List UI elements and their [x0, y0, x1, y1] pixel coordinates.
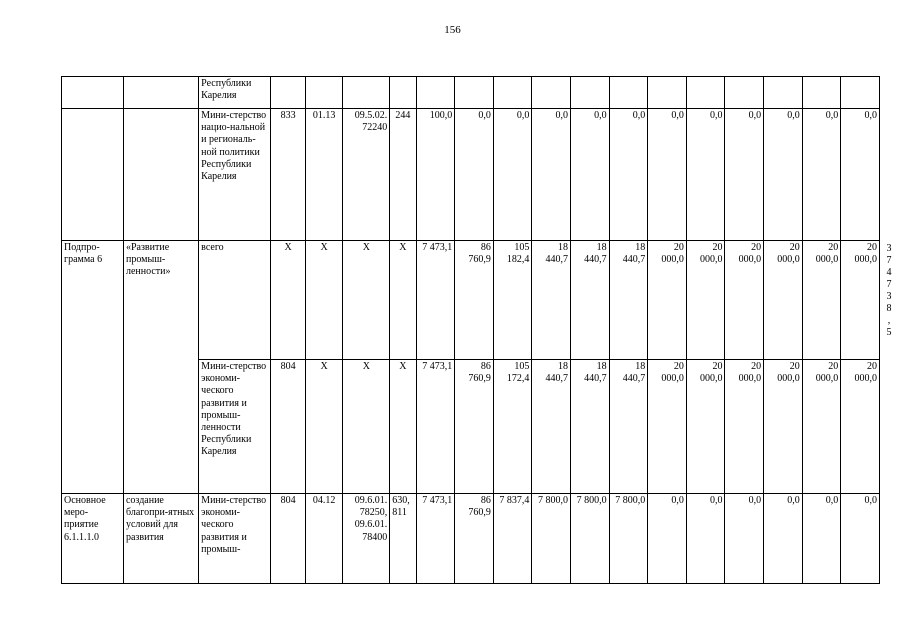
cell-value: 0,0 — [841, 109, 880, 241]
cell-value: 20 000,0 — [841, 241, 880, 360]
cell-col1 — [62, 109, 124, 241]
cell-value — [686, 77, 725, 109]
cell-value: 0,0 — [802, 109, 841, 241]
cell-value: 18 440,7 — [609, 360, 648, 494]
cell-value: 0,0 — [764, 109, 803, 241]
cell-executor: Мини-стерство экономи-ческого развития и промыш- — [199, 494, 271, 584]
cell-value: 0,0 — [571, 109, 610, 241]
cell-grbs: 833 — [271, 109, 306, 241]
cell-csr: Х — [343, 360, 390, 494]
cell-value: 20 000,0 — [648, 360, 687, 494]
cell-value: 100,0 — [416, 109, 455, 241]
cell-csr — [343, 77, 390, 109]
cell-value — [841, 77, 880, 109]
cell-value: 0,0 — [686, 109, 725, 241]
cell-value: 7 800,0 — [571, 494, 610, 584]
cell-value: 0,0 — [455, 109, 494, 241]
cell-col2 — [123, 77, 198, 109]
cell-value — [609, 77, 648, 109]
side-note-char: 5 — [886, 327, 892, 338]
cell-executor: Республики Карелия — [199, 77, 271, 109]
cell-rzpr: Х — [305, 360, 343, 494]
cell-value: 0,0 — [648, 494, 687, 584]
side-note-char: 7 — [886, 279, 892, 290]
cell-value: 20 000,0 — [764, 241, 803, 360]
cell-value: 7 473,1 — [416, 241, 455, 360]
cell-value: 86 760,9 — [455, 494, 494, 584]
cell-value: 18 440,7 — [571, 360, 610, 494]
side-note — [884, 243, 894, 339]
cell-value: 0,0 — [648, 109, 687, 241]
table-row — [62, 77, 880, 109]
cell-grbs: 804 — [271, 494, 306, 584]
cell-rzpr: 04.12 — [305, 494, 343, 584]
cell-value: 0,0 — [725, 109, 764, 241]
cell-value: 7 800,0 — [532, 494, 571, 584]
table-row — [62, 494, 880, 584]
side-note-char: 3 — [886, 291, 892, 302]
cell-value — [493, 77, 532, 109]
cell-rzpr — [305, 77, 343, 109]
cell-executor: Мини-стерство нацио-нальной и региональ-ной политики Республики Карелия — [199, 109, 271, 241]
cell-value: 0,0 — [686, 494, 725, 584]
cell-value: 7 473,1 — [416, 360, 455, 494]
cell-value: 86 760,9 — [455, 241, 494, 360]
cell-value: 20 000,0 — [802, 360, 841, 494]
page-number: 156 — [444, 24, 461, 36]
cell-csr: 09.6.01. 78250, 09.6.01. 78400 — [343, 494, 390, 584]
cell-value: 20 000,0 — [648, 241, 687, 360]
cell-value: 105 182,4 — [493, 241, 532, 360]
side-note-char: 4 — [886, 267, 892, 278]
cell-value: 0,0 — [493, 109, 532, 241]
cell-value: 7 800,0 — [609, 494, 648, 584]
cell-col2: создание благопри-ятных условий для развития — [123, 494, 198, 584]
budget-table — [61, 76, 880, 584]
cell-value: 20 000,0 — [725, 241, 764, 360]
cell-col1: Подпро-грамма 6 — [62, 241, 124, 494]
cell-value: 18 440,7 — [609, 241, 648, 360]
cell-value — [416, 77, 455, 109]
cell-grbs: 804 — [271, 360, 306, 494]
cell-value: 105 172,4 — [493, 360, 532, 494]
cell-value: 86 760,9 — [455, 360, 494, 494]
cell-value: 0,0 — [841, 494, 880, 584]
cell-value — [725, 77, 764, 109]
cell-value: 18 440,7 — [532, 360, 571, 494]
cell-value: 18 440,7 — [571, 241, 610, 360]
side-note-char: 3 — [886, 243, 892, 254]
cell-csr: 09.5.02. 72240 — [343, 109, 390, 241]
cell-rzpr: 01.13 — [305, 109, 343, 241]
cell-value — [455, 77, 494, 109]
cell-value: 0,0 — [764, 494, 803, 584]
cell-vr: 244 — [390, 109, 416, 241]
cell-value — [764, 77, 803, 109]
cell-col1 — [62, 77, 124, 109]
cell-grbs: Х — [271, 241, 306, 360]
cell-value: 0,0 — [802, 494, 841, 584]
cell-grbs — [271, 77, 306, 109]
cell-value: 0,0 — [725, 494, 764, 584]
cell-value: 0,0 — [609, 109, 648, 241]
cell-executor: всего — [199, 241, 271, 360]
cell-vr: Х — [390, 241, 416, 360]
cell-value — [571, 77, 610, 109]
cell-vr: 630, 811 — [390, 494, 416, 584]
table-row — [62, 241, 880, 360]
table-row — [62, 109, 880, 241]
cell-executor: Мини-стерство экономи-ческого развития и промыш-ленности Республики Карелия — [199, 360, 271, 494]
cell-value: 20 000,0 — [686, 241, 725, 360]
side-note-char: 7 — [886, 255, 892, 266]
cell-value: 0,0 — [532, 109, 571, 241]
cell-value: 20 000,0 — [725, 360, 764, 494]
cell-value — [648, 77, 687, 109]
cell-value: 7 837,4 — [493, 494, 532, 584]
cell-col1: Основное меро-приятие 6.1.1.1.0 — [62, 494, 124, 584]
cell-value: 20 000,0 — [802, 241, 841, 360]
cell-csr: Х — [343, 241, 390, 360]
cell-value — [802, 77, 841, 109]
cell-value: 20 000,0 — [764, 360, 803, 494]
cell-vr — [390, 77, 416, 109]
cell-value: 20 000,0 — [686, 360, 725, 494]
side-note-char: , — [887, 315, 891, 326]
cell-value: 20 000,0 — [841, 360, 880, 494]
cell-value: 7 473,1 — [416, 494, 455, 584]
cell-rzpr: Х — [305, 241, 343, 360]
cell-value: 18 440,7 — [532, 241, 571, 360]
cell-col2: «Развитие промыш-ленности» — [123, 241, 198, 494]
cell-vr: Х — [390, 360, 416, 494]
cell-value — [532, 77, 571, 109]
side-note-char: 8 — [886, 303, 892, 314]
cell-col2 — [123, 109, 198, 241]
